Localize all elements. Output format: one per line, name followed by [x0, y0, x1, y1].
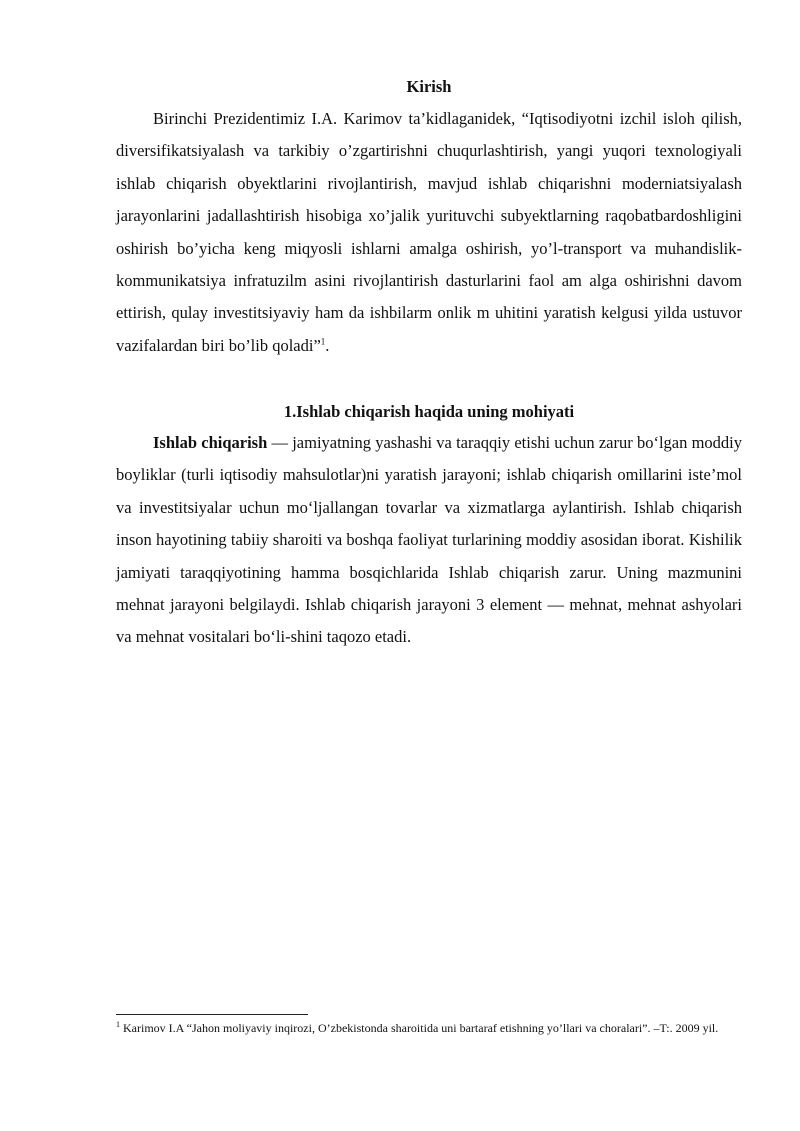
intro-heading: Kirish [406, 77, 452, 96]
intro-paragraph-end: . [325, 335, 330, 355]
section-heading: 1.Ishlab chiqarish haqida uning mohiyati [283, 402, 575, 421]
footnote-text: Karimov I.A “Jahon moliyaviy inqirozi, O’zbekistonda sharoitida uni bartaraf etishning yo’llari va choralari”. –T:. 2009 yil. [120, 1021, 719, 1035]
intro-paragraph [116, 103, 742, 362]
section-term: Ishlab chiqarish [153, 433, 268, 452]
section-paragraph [116, 427, 742, 654]
intro-paragraph-text: Birinchi Prezidentimiz I.A. Karimov ta’kidlaganidek, “Iqtisodiyotni izchil isloh qilish, diversifikatsiyalash va tarkibiy o’zgartirishni chuqurlashtirish, yangi yuqori texnologiyali ishlab chiqarish obyektlarini rivojlantirish, mavjud ishlab chiqarishni moderniatsiyalash jarayonlarini jadallashtirish hisobiga xo’jalik yurituvchi subyektlarning raqobatbardoshligini oshirish bo’yicha keng miqyosli ishlarni amalga oshirish, yo’l-transport va muhandislik-kommunikatsiya infratuzilm asini rivojlantirish dasturlarini faol am alga oshirishni davom ettirish, qulay investitsiyaviy ham da ishbilarm onlik m uhitini yaratish kelgusi yilda ustuvor vazifalardan biri bo’lib qoladi” [116, 109, 742, 355]
footnote-marker: 1 [116, 1020, 120, 1029]
footnote [116, 1020, 746, 1037]
footnote-separator [116, 1014, 308, 1015]
section-paragraph-text: — jamiyatning yashashi va taraqqiy etishi uchun zarur bo‘lgan moddiy boyliklar (turli iqtisodiy mahsulotlar)ni yaratish jarayoni; ishlab chiqarish omillarini iste’mol va investitsiyalar uchun mo‘ljallangan tovarlar va xizmatlarga aylantirish. Ishlab chiqarish inson hayotining tabiiy sharoiti va boshqa faoliyat turlarining moddiy asosidan iborat. Kishilik jamiyati taraqqiyotining hamma bosqichlarida Ishlab chiqarish zarur. Uning mazmunini mehnat jarayoni belgilaydi. Ishlab chiqarish jarayoni 3 element — mehnat, mehnat ashyolari va mehnat vositalari bo‘li-shini taqozo etadi. [116, 433, 742, 647]
footnote-reference[interactable]: 1 [320, 336, 326, 347]
